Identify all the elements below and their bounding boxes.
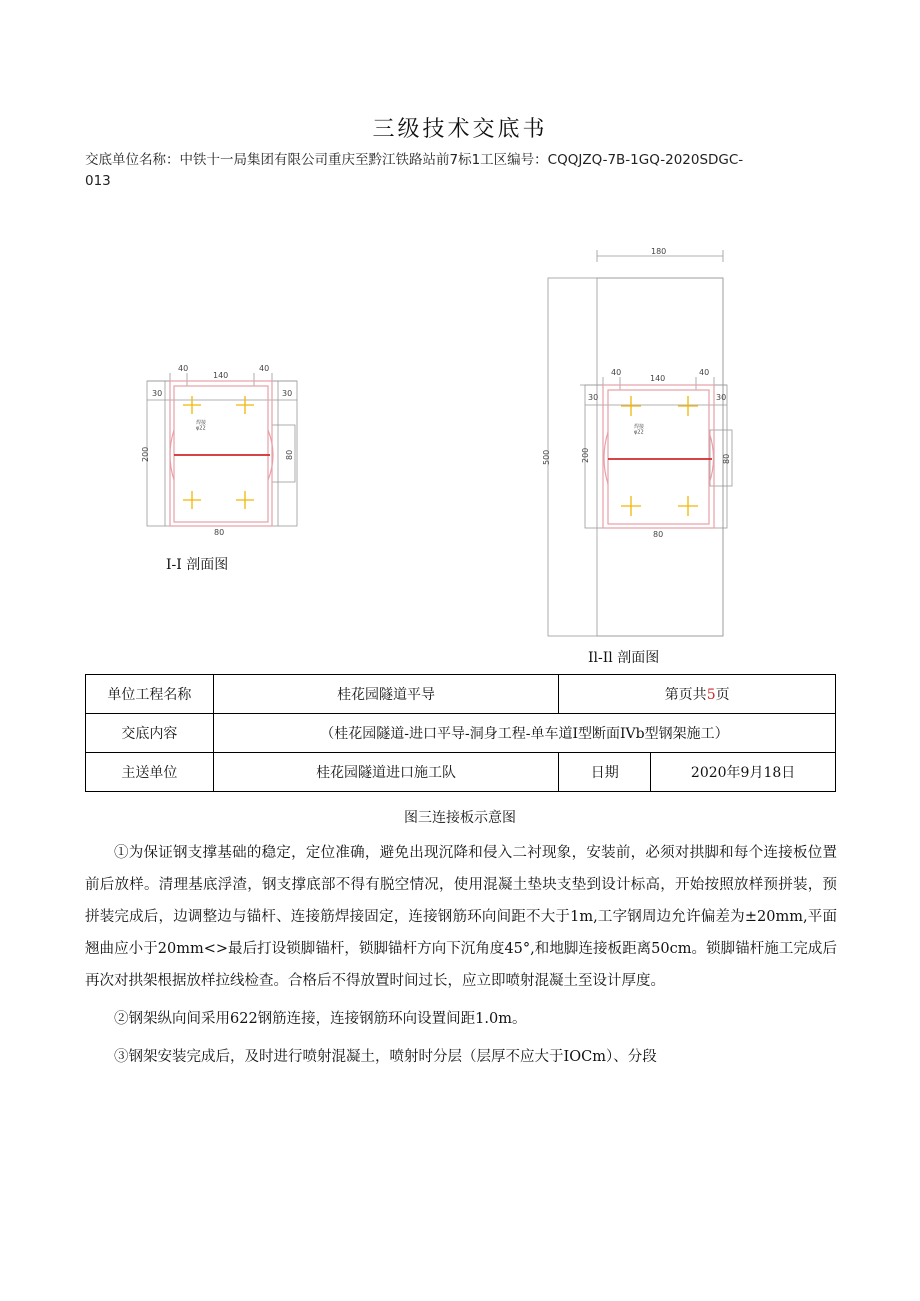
dim-right-bottom: 80 bbox=[653, 530, 664, 539]
page-suffix: 页 bbox=[715, 687, 730, 703]
figure-caption: 图三连接板示意图 bbox=[404, 810, 516, 826]
dim-right-height: 200 bbox=[581, 447, 590, 463]
cell-date: 2020年9月18日 bbox=[651, 753, 836, 792]
weld-note-left: 焊接 φ22 bbox=[196, 420, 207, 432]
paragraph-3: ③钢架安装完成后，及时进行喷射混凝土，喷射时分层（层厚不应大于IOCm）、分段 bbox=[114, 1049, 657, 1065]
dim-left-top-left: 40 bbox=[178, 364, 189, 373]
paragraph-1: ①为保证钢支撑基础的稳定，定位准确，避免出现沉降和侵入二衬现象，安装前，必须对拱脚和每个连接板位置前后放样。清理基底浮渣，钢支撑底部不得有脱空情况，使用混凝土垫块支垫到设计标高，开始按照放样预拼装，预拼装完成后，边调整边与锚杆、连接筋焊接固定，连接钢筋环向间距不大于1m,工字钢周边允许偏差为±20mm,平面翘曲应小于20mm<>最后打设锁脚锚杆，锁脚锚杆方向下沉角度45°,和地脚连接板距离50cm。锁脚锚杆施工完成后再次对拱架根据放样拉线检查。合格后不得放置时间过长，应立即喷射混凝土至设计厚度。 bbox=[85, 845, 837, 989]
cell-label-content: 交底内容 bbox=[86, 714, 214, 753]
document-title: 三级技术交底书 bbox=[372, 117, 548, 142]
cell-page-count bbox=[559, 675, 836, 714]
cell-recipient: 桂花园隧道进口施工队 bbox=[213, 753, 558, 792]
header-unit-line: 交底单位名称：中铁十一局集团有限公司重庆至黔江铁路站前7标1工区编号：CQQJZQ-7B-1GQ-2020SDGC- bbox=[85, 152, 744, 168]
dim-left-height: 200 bbox=[141, 446, 150, 462]
paragraph-2: ②钢架纵向间采用622钢筋连接，连接钢筋环向设置间距1.0m。 bbox=[114, 1011, 527, 1027]
cell-unit-project: 桂花园隧道平导 bbox=[213, 675, 558, 714]
dim-left-bottom: 80 bbox=[214, 528, 225, 537]
header-code-continuation: 013 bbox=[85, 173, 111, 189]
dim-right-plate: 80 bbox=[722, 453, 731, 464]
body-paragraphs bbox=[85, 837, 837, 1073]
dim-left-top-right: 40 bbox=[259, 364, 270, 373]
table-row bbox=[86, 714, 836, 753]
cell-label-date: 日期 bbox=[559, 753, 651, 792]
dim-left-small-right: 30 bbox=[282, 389, 293, 398]
dim-right-top-left: 40 bbox=[611, 368, 622, 377]
dim-right-small-left: 30 bbox=[588, 393, 599, 402]
page-total: 5 bbox=[706, 687, 716, 703]
cell-content: （桂花园隧道-进口平导-洞身工程-单车道I型断面IVb型钢架施工） bbox=[213, 714, 835, 753]
dim-left-small-left: 30 bbox=[152, 389, 163, 398]
dim-left-top-mid: 140 bbox=[213, 371, 229, 380]
bolt-markers-right bbox=[621, 396, 698, 516]
cell-label-recipient: 主送单位 bbox=[86, 753, 214, 792]
table-row bbox=[86, 753, 836, 792]
caption-section-left: I-I 剖面图 bbox=[166, 557, 229, 573]
briefing-info-table bbox=[85, 674, 836, 792]
caption-section-right: Il-Il 剖面图 bbox=[588, 650, 660, 666]
dim-right-top-outer: 180 bbox=[651, 247, 667, 256]
weld-note-right: 焊接 φ22 bbox=[634, 424, 645, 436]
dim-right-top-right: 40 bbox=[699, 368, 710, 377]
dim-left-plate: 80 bbox=[285, 449, 294, 460]
page-prefix: 第页共 bbox=[664, 687, 707, 703]
dim-right-top-mid: 140 bbox=[650, 374, 666, 383]
dim-right-small-right: 30 bbox=[716, 393, 727, 402]
cell-label-unit-project: 单位工程名称 bbox=[86, 675, 214, 714]
table-row bbox=[86, 675, 836, 714]
dim-right-outer-height: 500 bbox=[542, 449, 551, 465]
